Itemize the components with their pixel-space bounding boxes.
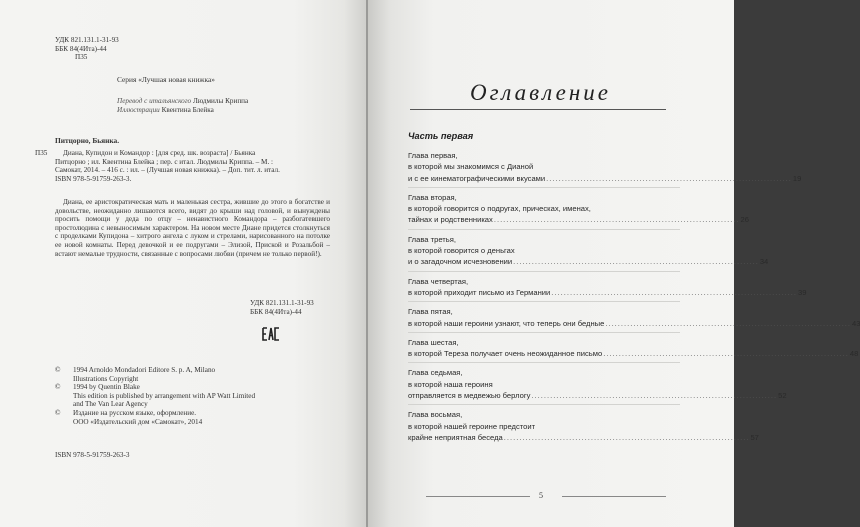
bbk-code: ББК 84(4Ита)-44	[55, 44, 107, 53]
page-ref: 39	[797, 287, 807, 297]
copyright-icon: ©	[55, 366, 61, 374]
copyright-line: Издание на русском языке, оформление.	[73, 408, 197, 417]
toc-entry[interactable]	[408, 276, 807, 303]
dot-leader: ...............................................................................	[493, 215, 740, 225]
biblio-line: Самокат, 2014. – 416 с. : ил. – (Лучшая новая книжка). – Доп. тит. л. итал.	[55, 166, 280, 175]
dot-leader: ...............................................................................	[546, 173, 792, 183]
toc-entry[interactable]	[408, 234, 769, 272]
copyright-entry	[55, 366, 355, 383]
toc-line: Глава шестая,	[408, 337, 459, 347]
footer-rule-right	[562, 496, 666, 497]
toc-last-line	[408, 256, 769, 267]
toc-last-line	[408, 318, 860, 329]
toc-line: Глава первая,	[408, 151, 458, 160]
toc-entry[interactable]	[408, 337, 859, 364]
translator-name: Людмилы Криппа	[192, 97, 249, 105]
isbn: ISBN 978-5-91759-263-3	[55, 451, 130, 459]
bbk-code: ББК 84(4Ита)-44	[250, 307, 302, 316]
toc-line: в которой говорится о деньгах	[408, 246, 515, 256]
page-ref: 52	[778, 391, 787, 401]
dot-leader: ...............................................................................	[603, 349, 849, 359]
translator-label: Перевод с итальянского	[117, 97, 192, 105]
dot-leader: ...............................................................................	[513, 257, 759, 267]
toc-line: Глава пятая,	[408, 307, 453, 317]
toc-entry[interactable]	[408, 150, 802, 188]
classification-codes-bottom	[250, 299, 314, 316]
biblio-line: Питцорно ; ил. Квентина Блейка ; пер. с итал. Людмилы Криппа. – М. :	[55, 157, 274, 166]
copyright-line: and The Van Lear Agency	[73, 400, 148, 409]
toc-line: и с ее кинематографическими вкусами	[408, 173, 546, 183]
series-name: Серия «Лучшая новая книжка»	[117, 75, 215, 84]
page-ref: 34	[759, 257, 769, 267]
copyright-entry	[55, 383, 355, 409]
udc-code: УДК 821.131.1-31-93	[250, 299, 314, 307]
part-heading: Часть первая	[408, 131, 474, 141]
illustrator-name: Квентина Блейка	[161, 105, 214, 114]
biblio-line: Диана, Купидон и Командор : [для сред. шк. возраста] / Бьянка	[63, 149, 256, 157]
toc-line: крайне неприятная беседа	[408, 432, 503, 442]
toc-last-line	[408, 287, 807, 298]
classification-codes-top	[55, 36, 119, 62]
page-ref: 43	[852, 318, 860, 328]
copyright-line: 1994 Arnoldo Mondadori Editore S. p. A, Milano	[73, 366, 216, 374]
table-of-contents	[408, 150, 860, 450]
toc-line: Глава четвертая,	[408, 276, 469, 286]
eac-certification-icon	[262, 327, 280, 341]
page-ref: 19	[792, 173, 802, 183]
page-number: 5	[539, 491, 543, 500]
illustrator-label: Иллюстрации	[117, 105, 160, 114]
copyright-line: This edition is published by arrangement with AP Watt Limited	[73, 391, 256, 400]
toc-last-line	[408, 214, 749, 225]
copyright-line: ООО «Издательский дом «Самокат», 2014	[73, 417, 203, 426]
toc-line: отправляется в медвежью берлогу	[408, 391, 531, 401]
page-ref: 26	[740, 215, 749, 225]
author-sign: П35	[75, 53, 88, 62]
copyright-line: 1994 by Quentin Blake	[73, 383, 140, 392]
biblio-author-sign: П35	[35, 149, 48, 157]
toc-line: тайнах и родственниках	[408, 215, 493, 225]
udc-code: УДК 821.131.1-31-93	[55, 36, 119, 44]
copyright-entry	[55, 409, 355, 426]
copyright-icon: ©	[55, 383, 61, 392]
toc-line: в которой нашей героине предстоит	[408, 421, 536, 431]
toc-line: в которой мы знакомимся с Дианой	[408, 162, 534, 172]
toc-line: Глава вторая,	[408, 192, 457, 202]
toc-line: Глава третья,	[408, 234, 456, 244]
toc-last-line	[408, 390, 787, 401]
toc-line: в которой наши героини узнают, что теперь они бедные	[408, 318, 605, 328]
page-title: Оглавление	[470, 80, 612, 105]
copyright-line: Illustrations Copyright	[73, 374, 139, 383]
toc-last-line	[408, 348, 859, 359]
toc-entry[interactable]	[408, 367, 787, 405]
toc-entry[interactable]	[408, 192, 749, 230]
dot-leader: ...............................................................................	[531, 391, 778, 401]
toc-line: в которой Тереза получает очень неожиданное письмо	[408, 349, 603, 359]
toc-line: Глава седьмая,	[408, 368, 463, 378]
toc-last-line	[408, 432, 759, 443]
toc-entry[interactable]	[408, 409, 759, 446]
abstract: Диана, ее аристократическая мать и маленькая сестра, жившие до этого в богатстве и довольстве, неожиданно лишаются всего, видят до крыши над головой, и вынуждены просить помощи у деда по отцу – ненавистного Командора – разбогатевшего простолюдина с невыносимым характером. На новом месте Диане придется столкнуться с проделками Купидона – хитрого ангела с луком и стрелами, нарисованного на потолке ее новой комнаты. Перед девочкой и ее подругами – Элизой, Приской и Розальбой – встают немалые трудности, связанные с вопросами любви (причем не только первой!).	[55, 198, 330, 258]
toc-line: и о загадочном исчезновении	[408, 257, 513, 267]
toc-line: в которой говорится о подругах, прическах, именах,	[408, 204, 591, 214]
bibliographic-record	[55, 149, 330, 183]
title-divider	[410, 109, 666, 110]
biblio-isbn: ISBN 978-5-91759-263-3.	[55, 174, 132, 183]
toc-line: Глава восьмая,	[408, 410, 463, 420]
author-heading: Питцорно, Бьянка.	[55, 136, 120, 145]
dot-leader: ...............................................................................	[605, 318, 852, 328]
toc-line: в которой наша героиня	[408, 379, 493, 389]
footer-rule-left	[426, 496, 530, 497]
page-ref: 57	[750, 432, 759, 442]
copyright-block	[55, 366, 355, 426]
dot-leader: ...............................................................................	[503, 432, 750, 442]
credits	[117, 97, 248, 114]
copyright-icon: ©	[55, 408, 61, 417]
page-ref: 48	[849, 349, 859, 359]
toc-line: в которой приходит письмо из Германии	[408, 287, 551, 297]
toc-entry[interactable]	[408, 306, 860, 333]
dot-leader: ...............................................................................	[551, 287, 797, 297]
toc-last-line	[408, 173, 802, 184]
